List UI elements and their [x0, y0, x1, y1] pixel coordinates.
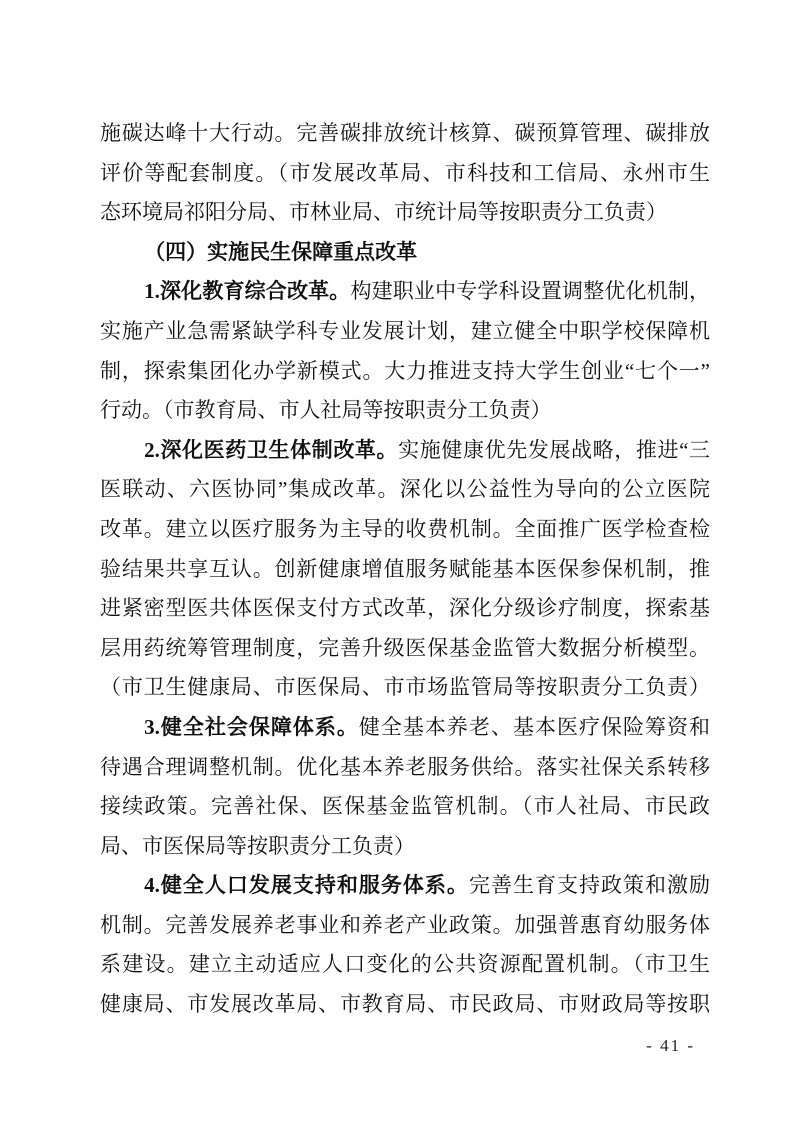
text-run: （市卫生健康局、市医保局、市市场监管局等按职责分工负责）	[100, 675, 710, 700]
text-run: 健全基本养老、基本医疗保险筹资和	[358, 714, 710, 739]
text-run: 验结果共享互认。创新健康增值服务赋能基本医保参保机制，推	[100, 556, 710, 581]
text-run: 实施产业急需紧缺学科专业发展计划，建立健全中职学校保障机	[100, 318, 710, 343]
text-line	[100, 431, 710, 471]
text-line	[100, 114, 710, 154]
text-run: 改革。建立以医疗服务为主导的收费机制。全面推广医学检查检	[100, 516, 710, 541]
text-run: 构建职业中专学科设置调整优化机制，	[350, 279, 711, 304]
text-line	[100, 154, 710, 194]
item-number-lead: 1.深化教育综合改革。	[144, 279, 351, 304]
text-line	[100, 748, 710, 788]
text-line	[100, 510, 710, 550]
text-run: 机制。完善发展养老事业和养老产业政策。加强普惠育幼服务体	[100, 912, 710, 937]
text-line	[100, 272, 710, 312]
text-line	[100, 550, 710, 590]
text-line	[100, 827, 710, 867]
text-run: 制，探索集团化办学新模式。大力推进支持大学生创业“七个一”	[100, 358, 710, 383]
text-run: 待遇合理调整机制。优化基本养老服务供给。落实社保关系转移	[100, 754, 710, 779]
text-line	[100, 470, 710, 510]
item-number-lead: 4.健全人口发展支持和服务体系。	[144, 873, 469, 898]
text-line	[100, 708, 710, 748]
item-number-lead: 3.健全社会保障体系。	[144, 714, 359, 739]
text-line	[100, 866, 710, 906]
text-line	[100, 589, 710, 629]
text-line	[100, 352, 710, 392]
text-run: 层用药统筹管理制度，完善升级医保基金监管大数据分析模型。	[100, 635, 710, 660]
text-run: 接续政策。完善社保、医保基金监管机制。（市人社局、市民政	[100, 794, 710, 819]
text-run: 健康局、市发展改革局、市教育局、市民政局、市财政局等按职	[100, 992, 710, 1017]
text-run: 评价等配套制度。（市发展改革局、市科技和工信局、永州市生	[100, 160, 710, 185]
text-run: 局、市医保局等按职责分工负责）	[100, 833, 415, 858]
text-line	[100, 193, 710, 233]
section-heading	[100, 233, 710, 273]
item-number-lead: 2.深化医药卫生体制改革。	[144, 437, 399, 462]
text-line	[100, 787, 710, 827]
text-line	[100, 312, 710, 352]
text-run: 施碳达峰十大行动。完善碳排放统计核算、碳预算管理、碳排放	[100, 121, 710, 145]
text-line	[100, 906, 710, 946]
text-run: 系建设。建立主动适应人口变化的公共资源配置机制。（市卫生	[100, 952, 710, 977]
page-number: - 41 -	[646, 1036, 695, 1055]
text-line	[100, 945, 710, 985]
heading-text: （四）实施民生保障重点改革	[144, 239, 418, 264]
text-run: 态环境局祁阳分局、市林业局、市统计局等按职责分工负责）	[100, 200, 667, 225]
text-run: 进紧密型医共体医保支付方式改革，深化分级诊疗制度，探索基	[100, 596, 710, 621]
text-run: 行动。（市教育局、市人社局等按职责分工负责）	[100, 398, 552, 423]
text-line	[100, 985, 710, 1025]
document-body	[100, 114, 710, 1025]
text-run: 实施健康优先发展战略，推进“三	[398, 437, 710, 462]
text-run: 医联动、六医协同”集成改革。深化以公益性为导向的公立医院	[100, 477, 710, 502]
text-line	[100, 391, 710, 431]
text-run: 完善生育支持政策和激励	[468, 873, 710, 898]
text-line	[100, 629, 710, 669]
text-line	[100, 668, 710, 708]
